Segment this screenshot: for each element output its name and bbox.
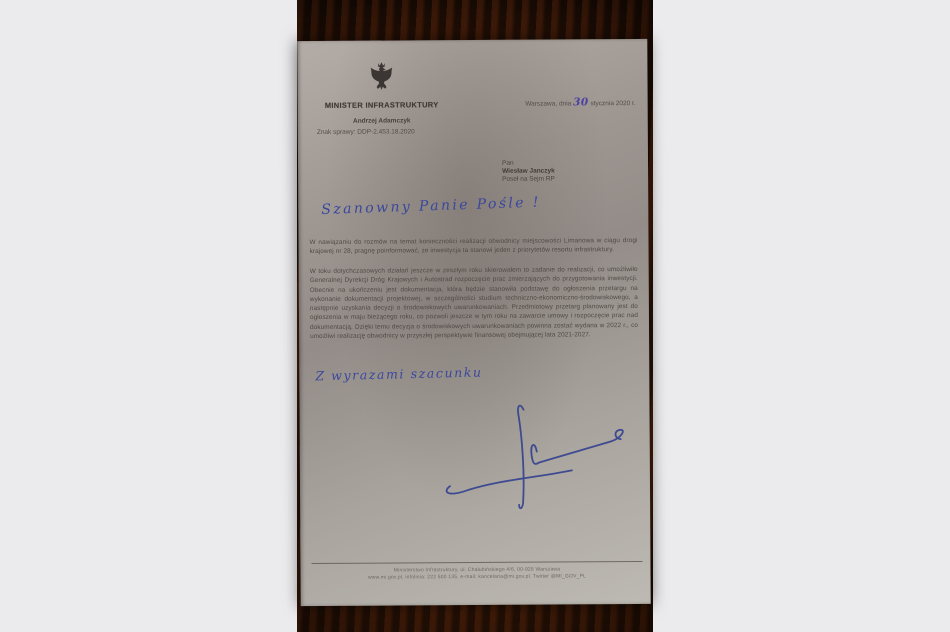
recipient-block bbox=[502, 160, 555, 184]
letter-photo-on-wooden-desk bbox=[297, 0, 653, 632]
letter-paper-sheet bbox=[297, 39, 650, 606]
letterhead bbox=[306, 60, 456, 125]
recipient-salutation: Pan bbox=[502, 159, 514, 167]
handwritten-closing: Z wyrazami szacunku bbox=[315, 364, 483, 384]
place-and-date bbox=[525, 96, 635, 109]
sender-name: Andrzej Adamczyk bbox=[352, 117, 411, 125]
body-paragraph-1: W nawiązaniu do rozmów na temat konieczności realizacji obwodnicy miejscowości Limanowa w ciągu drogi krajowej nr 28, pragnę poinformować, że inwestycja ta stanowi jeden z priorytetów resortu infrastruktury. bbox=[309, 236, 638, 256]
footer-address: Ministerstwo Infrastruktury, ul. Chałubińskiego 4/6, 00-928 Warszawa bbox=[393, 566, 561, 574]
handwritten-signature-scribble bbox=[439, 399, 645, 512]
handwritten-greeting: Szanowny Panie Pośle ! bbox=[321, 194, 542, 218]
footer-contact: www.mi.gov.pl, infolinia: 222 500 135, e-mail: kancelaria@mi.gov.pl, Twitter @MI_GOV_PL bbox=[367, 572, 587, 581]
case-number: Znak sprawy: DDP-2.453.18.2020 bbox=[316, 128, 415, 136]
body-paragraph-2: W toku dotychczasowych działań jeszcze w zeszłym roku skierowałem to zadanie do realizacji, co umożliwiło Generalnej Dyrekcji Dróg Krajowych i Autostrad rozpoczęcie prac zmierzających do przygotowania inwestycji. Obecnie na ukończeniu jest dokumentacja, która będzie stanowiła podstawę do ogłoszenia przetargu na wykonanie dokumentacji projektowej, w szczególności studium techniczno-ekonomiczno-środowiskowego, a następnie uzyskania decyzji o środowiskowych uwarunkowaniach. Przedmiotowy przetarg planowany jest do ogłoszenia w maju bieżącego roku, co pozwoli jeszcze w tym roku na zawarcie umowy i rozpoczęcie prac nad dokumentacją. Dzięki temu decyzja o środowiskowych uwarunkowaniach powinna zostać wydana w 2022 r., co umożliwi realizację obwodnicy w przyszłej perspektywie finansowej obejmującej lata 2021-2027. bbox=[309, 265, 639, 341]
recipient-name: Wiesław Janczyk bbox=[502, 167, 555, 175]
date-suffix: stycznia 2020 r. bbox=[588, 100, 636, 108]
handwritten-day: 30 bbox=[573, 96, 589, 109]
recipient-title: Poseł na Sejm RP bbox=[502, 175, 555, 183]
polish-eagle-emblem-icon bbox=[368, 60, 394, 92]
date-prefix: Warszawa, dnia bbox=[525, 100, 574, 108]
footer-block bbox=[311, 566, 642, 581]
sender-title: MINISTER INFRASTRUKTURY bbox=[324, 100, 439, 110]
footer-divider bbox=[311, 561, 642, 564]
